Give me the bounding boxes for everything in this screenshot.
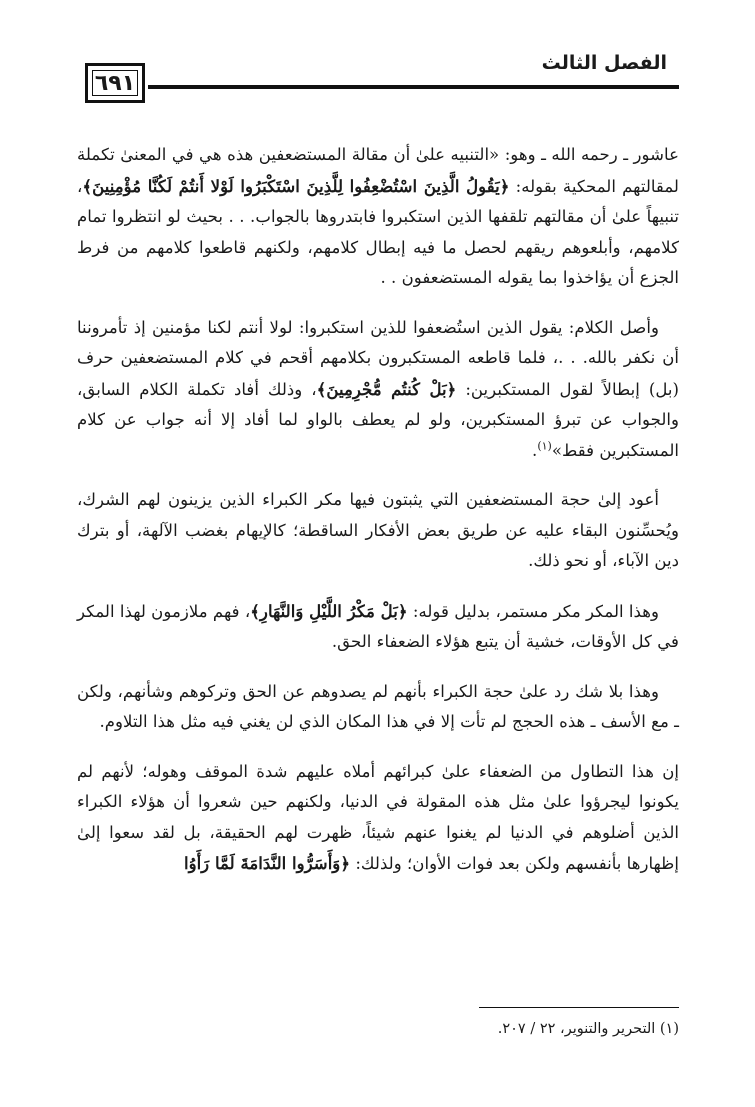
chapter-title: الفصل الثالث xyxy=(541,52,667,74)
quran-verse: ﴿يَقُولُ الَّذِينَ اسْتُضْعِفُوا لِلَّذِينَ اسْتَكْبَرُوا لَوْلا أَنتُمْ لَكُنَّا مُؤْمِنِينَ﴾ xyxy=(82,175,510,196)
paragraph-text: ، وذلك أفاد تكملة الكلام السابق، والجواب عن تبرؤ المستكبرين، ولو لم يعطف بالواو لما أفاد إلا أنه جواب عن كلام المستكبرين فقط» xyxy=(77,379,679,460)
paragraph-3 xyxy=(77,485,679,577)
paragraph-text: ، فهم ملازمون لهذا المكر في كل الأوقات، خشية أن يتبع هؤلاء الضعفاء الحق. xyxy=(77,601,679,651)
paragraph-5 xyxy=(77,677,679,738)
header-rule xyxy=(148,85,679,89)
paragraph-text: وهذا المكر مكر مستمر، بدليل قوله: xyxy=(407,601,659,621)
paragraph-1 xyxy=(77,140,679,294)
paragraph-text: أعود إلىٰ حجة المستضعفين التي يثبتون فيها مكر الكبراء الذين يزينون لهم الشرك، ويُحسِّنون البقاء عليه عن طريق بعض الأفكار الساقطة؛ كالإيهام بغضب الآلهة، أو بترك دين الآباء، أو نحو ذلك. xyxy=(77,490,679,570)
footnote-reference[interactable]: (١) xyxy=(537,438,552,452)
paragraph-text: ، تنبيهاً علىٰ أن مقالتهم تلقفها الذين استكبروا فابتدروها بالجواب. . . بحيث لو انتظروا تمام كلامهم، وأبلعوهم ريقهم لحصل ما فيه إبطال كلامهم، ولكنهم قاطعوا كلامهم من فرط الجزع أن يؤاخذوا بما يقوله المستضعفون . . xyxy=(77,176,679,287)
paragraph-text: عاشور ـ رحمه الله ـ وهو: «التنبيه علىٰ أن مقالة المستضعفين هذه هي في المعنىٰ تكملة لمقالتهم المحكية بقوله: xyxy=(77,145,679,196)
footnote: (١) التحرير والتنوير، ٢٢ / ٢٠٧. xyxy=(497,1021,679,1037)
paragraph-text: إن هذا التطاول من الضعفاء علىٰ كبرائهم أملاه عليهم شدة الموقف وهوله؛ لأنهم لم يكونوا ليجرؤوا علىٰ مثل هذه المقولة في الدنيا، ولكنهم حين شعروا أن هؤلاء الكبراء الذين أضلوهم في الدنيا لم يغنوا عنهم شيئاً، ظهرت لهم الحقيقة، بل لقد سعوا إلىٰ إظهارها بأنفسهم ولكن بعد فوات الأوان؛ ولذلك: xyxy=(77,761,679,873)
page-number: ٦٩١ xyxy=(85,63,145,103)
paragraph-text: وأصل الكلام: يقول الذين استُضعفوا للذين استكبروا: لولا أنتم لكنا مؤمنين إذ تأمروننا أن نكفر بالله. . .، فلما قاطعه المستكبرون بكلامهم أقحم في كلام المستضعفين حرف (بل) إبطالاً لقول المستكبرين: xyxy=(77,317,679,399)
paragraph-text: وهذا بلا شك رد علىٰ حجة الكبراء بأنهم لم يصدوهم عن الحق وتركوهم وشأنهم، ولكن ـ مع الأسف ـ هذه الحجج لم تأت إلا في هذا المكان الذي لن يغني فيه مثل هذا التلاوم. xyxy=(77,681,679,731)
footnote-separator xyxy=(479,1007,679,1008)
quran-verse: ﴿بَلْ مَكْرُ اللَّيْلِ وَالنَّهَارِ﴾ xyxy=(250,600,408,621)
quran-verse: ﴿وَأَسَرُّوا النَّدَامَةَ لَمَّا رَأَوُا xyxy=(183,853,351,873)
page-body xyxy=(77,140,679,899)
paragraph-2 xyxy=(77,313,679,467)
paragraph-tail: . xyxy=(532,440,538,460)
paragraph-6 xyxy=(77,757,679,880)
paragraph-4 xyxy=(77,596,679,658)
quran-verse: ﴿بَلْ كُنتُم مُّجْرِمِينَ﴾ xyxy=(316,378,457,399)
page-header xyxy=(88,48,679,98)
